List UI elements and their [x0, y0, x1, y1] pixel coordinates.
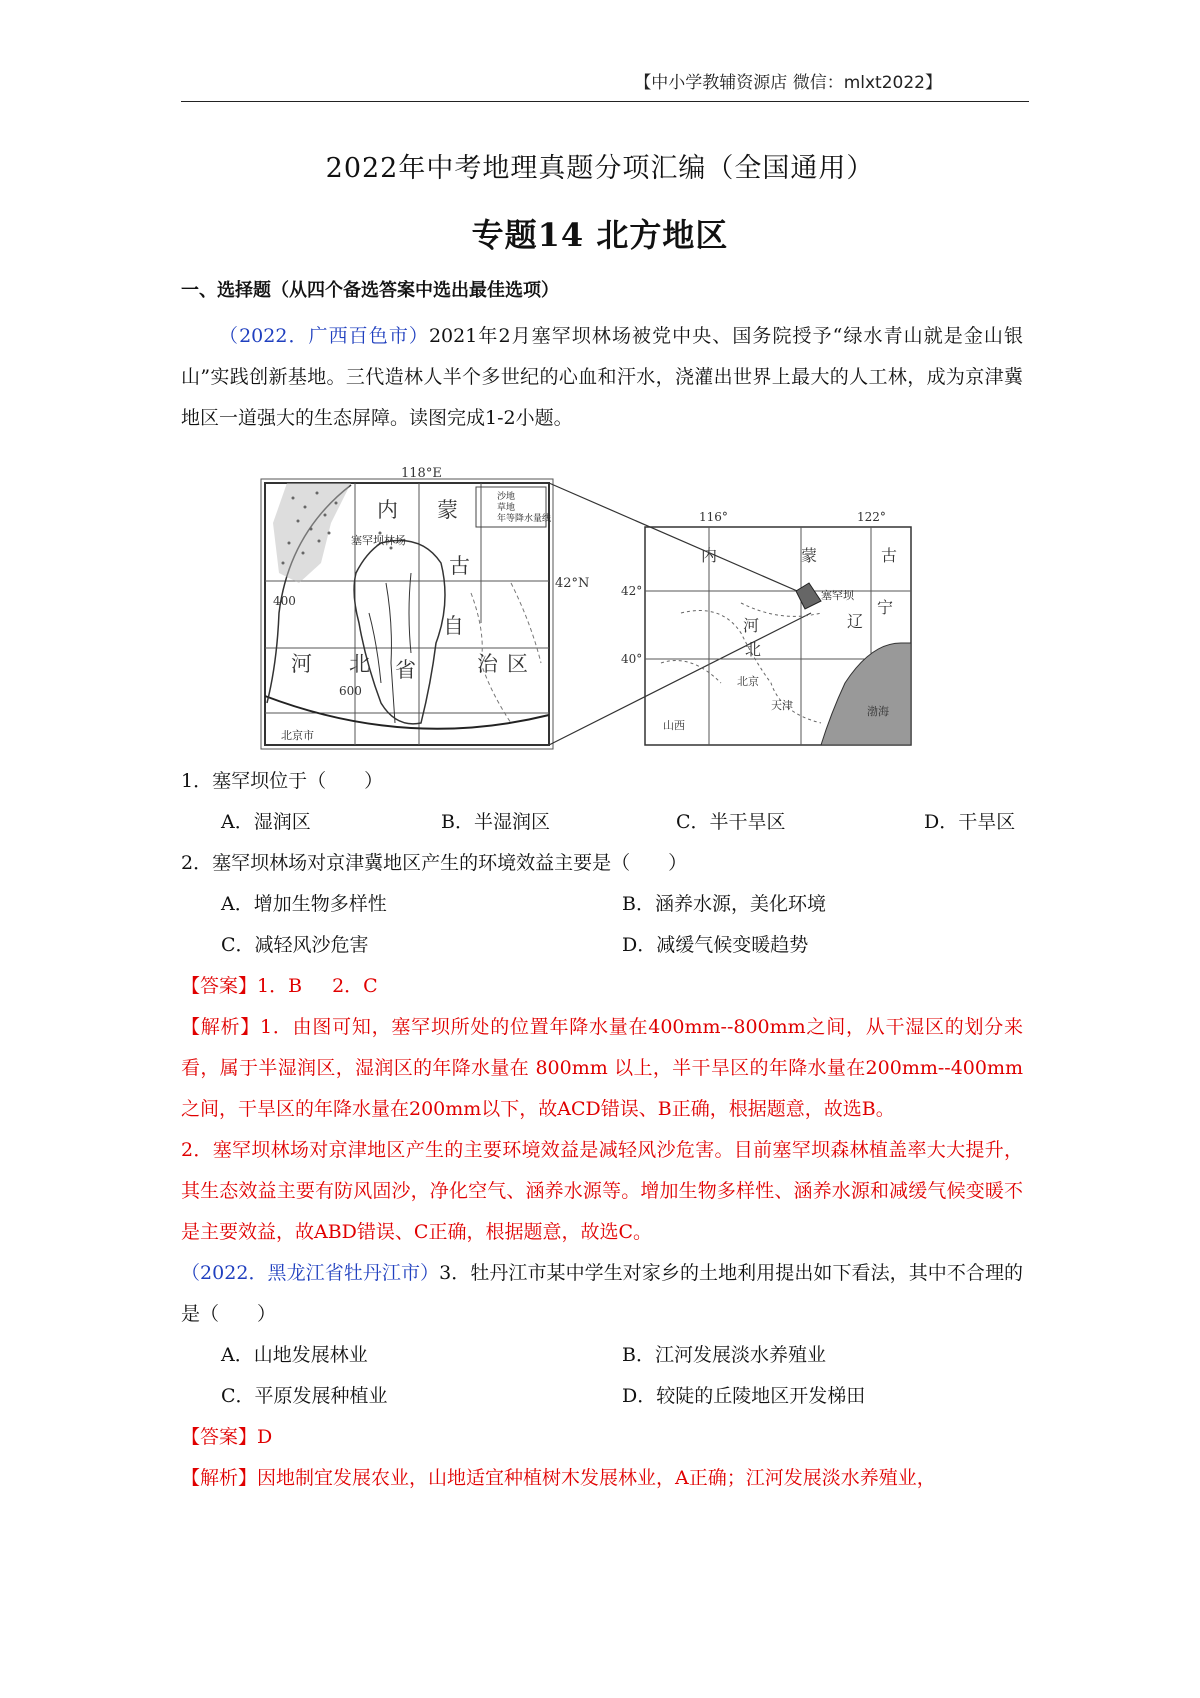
question-2-stem: 2．塞罕坝林场对京津冀地区产生的环境效益主要是（ ）	[181, 852, 688, 874]
saihanba-area	[796, 583, 821, 609]
legend-item-1: 沙地	[497, 492, 516, 502]
answer-1-label: 【答案】	[181, 975, 258, 997]
document-subtitle: 专题14 北方地区	[471, 216, 729, 254]
legend-item-3: 年等降水量线	[497, 514, 552, 524]
answer-1	[181, 966, 1023, 1007]
q1-option-b: B．半湿润区	[441, 811, 550, 833]
passage-1-source: （2022．广西百色市）	[219, 325, 429, 347]
left-city-label: 北京市	[281, 729, 314, 742]
q3-option-d: D．较陡的丘陵地区开发梯田	[622, 1385, 866, 1407]
right-label-meng: 蒙	[801, 546, 818, 565]
q1-option-a: A．湿润区	[221, 811, 311, 833]
q3-option-b: B．江河发展淡水养殖业	[622, 1344, 826, 1366]
analysis-1-part-2: 2．塞罕坝林场对京津地区产生的主要环境效益是减轻风沙危害。目前塞罕坝森林植盖率大大提升，其生态效益主要有防风固沙，净化空气、涵养水源等。增加生物多样性、涵养水源和减缓气候变暖不是主要效益，故ABD错误、C正确，根据题意，故选C。	[181, 1139, 1023, 1243]
left-label-zi: 自	[443, 614, 464, 638]
right-label-nei: 内	[701, 546, 718, 565]
right-lat-b: 40°	[621, 652, 643, 666]
answer-2-label: 【答案】	[181, 1426, 258, 1448]
answer-1-a1: 1．B	[257, 975, 303, 997]
left-iso-600: 600	[339, 684, 362, 698]
passage-2	[181, 1253, 1023, 1335]
passage-2-text: 3．牡丹江市某中学生对家乡的土地利用提出如下看法，其中不合理的是（ ）	[181, 1262, 1024, 1325]
q1-option-d: D．干旱区	[924, 811, 1016, 833]
passage-2-source: （2022．黑龙江省牡丹江市）	[181, 1262, 440, 1284]
analysis-2-part-1: 【解析】因地制宜发展农业，山地适宜种植树木发展林业，A正确；江河发展淡水养殖业，	[181, 1467, 936, 1489]
right-label-bei: 北	[745, 640, 762, 659]
left-site-label: 塞罕坝林场	[351, 534, 406, 547]
map-figure	[181, 463, 1023, 755]
answer-2-value: D	[257, 1426, 273, 1448]
q3-option-c: C．平原发展种植业	[221, 1385, 388, 1407]
bohai-sea	[821, 643, 911, 745]
question-3-options-row2	[181, 1376, 1023, 1417]
left-label-nei: 内	[377, 498, 398, 522]
question-3-options-row1	[181, 1335, 1023, 1376]
q3-option-a: A．山地发展林业	[221, 1344, 368, 1366]
passage-1	[181, 316, 1023, 439]
left-label-gu: 古	[449, 554, 470, 578]
left-iso-400: 400	[273, 594, 296, 608]
section-heading: 一、选择题（从四个备选答案中选出最佳选项）	[181, 280, 559, 301]
question-2-options-row2	[181, 925, 1023, 966]
question-1-stem: 1．塞罕坝位于（ ）	[181, 770, 384, 792]
right-label-bohai: 渤海	[867, 705, 889, 718]
q2-option-a: A．增加生物多样性	[221, 893, 387, 915]
q2-option-b: B．涵养水源，美化环境	[622, 893, 826, 915]
right-label-he: 河	[743, 616, 760, 635]
header-divider	[181, 101, 1029, 102]
legend-item-2: 草地	[497, 503, 516, 513]
right-lat-a: 42°	[621, 584, 643, 598]
header-note: 【中小学教辅资源店 微信：mlxt2022】	[634, 73, 942, 93]
right-lon-a: 116°	[699, 510, 728, 524]
q1-option-c: C．半干旱区	[676, 811, 786, 833]
analysis-1-part-1: 【解析】1．由图可知，塞罕坝所处的位置年降水量在400mm--800mm之间，从干湿区的划分来看，属于半湿润区，湿润区的年降水量在 800mm 以上，半干旱区的年降水量在200mm--400mm之间，干旱区的年降水量在200mm以下，故ACD错误、B正确，根据题意，故选B。	[181, 1016, 1023, 1120]
right-label-beijing: 北京	[737, 675, 759, 688]
q2-option-d: D．减缓气候变暖趋势	[622, 934, 809, 956]
left-label-meng: 蒙	[437, 498, 458, 522]
q2-option-c: C．减轻风沙危害	[221, 934, 369, 956]
left-lat-label: 42°N	[555, 576, 590, 591]
right-label-tianjin: 天津	[771, 699, 793, 712]
document-title: 2022年中考地理真题分项汇编（全国通用）	[325, 153, 875, 184]
map-svg	[181, 463, 1023, 755]
answer-1-a2: 2．C	[332, 975, 378, 997]
right-lon-b: 122°	[857, 510, 886, 524]
left-label-sheng: 省	[395, 658, 416, 682]
right-label-gu: 古	[881, 546, 898, 565]
right-label-ning: 宁	[877, 598, 894, 617]
left-label-zhi: 治	[477, 652, 498, 676]
answer-2	[181, 1417, 1023, 1458]
left-label-qu: 区	[507, 652, 528, 676]
left-label-bei: 北	[349, 652, 370, 676]
question-2-options-row1	[181, 884, 1023, 925]
left-label-he: 河	[291, 652, 312, 676]
question-1-options	[181, 802, 1023, 843]
right-label-liao: 辽	[847, 612, 864, 631]
right-site-label: 塞罕坝	[821, 589, 854, 602]
right-label-shanxi: 山西	[663, 719, 685, 732]
document-body	[181, 276, 1023, 1499]
left-lon-label: 118°E	[401, 466, 442, 481]
passage-1-text: 2021年2月塞罕坝林场被党中央、国务院授予“绿水青山就是金山银山”实践创新基地。三代造林人半个多世纪的心血和汗水，浇灌出世界上最大的人工林，成为京津冀地区一道强大的生态屏障。读图完成1-2小题。	[181, 325, 1023, 429]
